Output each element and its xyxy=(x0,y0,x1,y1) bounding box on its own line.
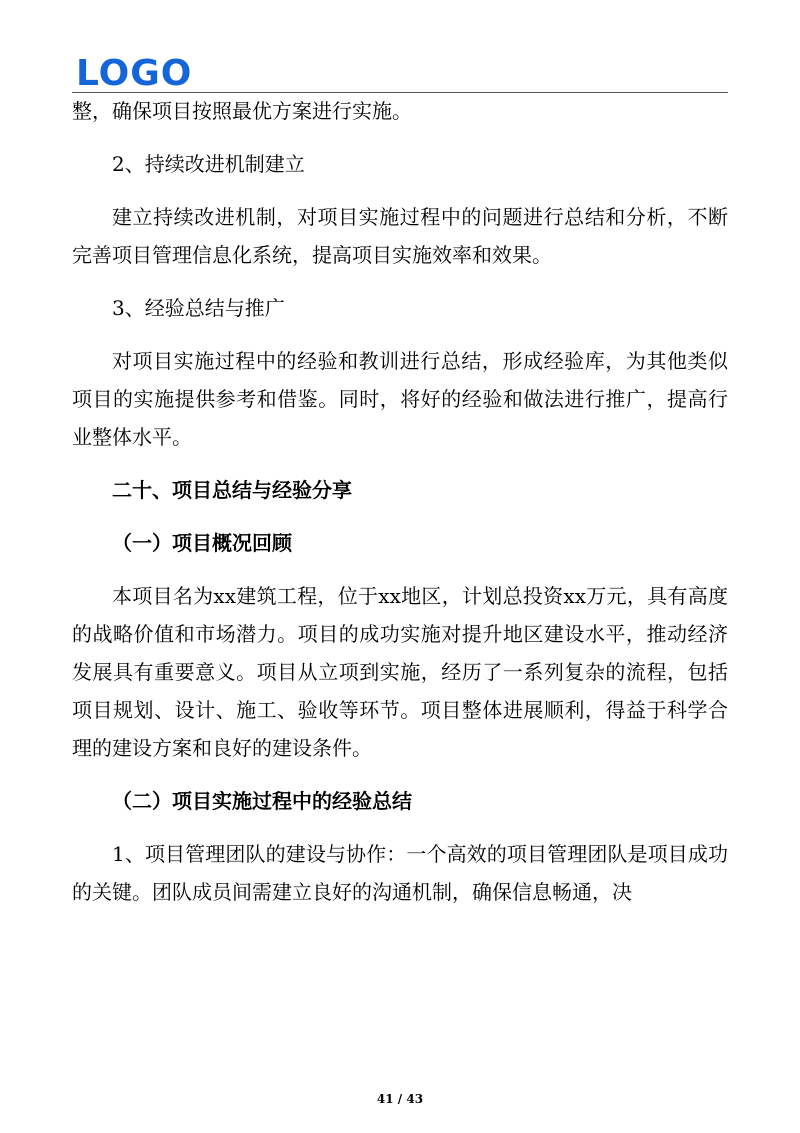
page-number: 41 / 43 xyxy=(376,1092,424,1106)
document-body xyxy=(72,92,728,911)
subheading-experience-summary: 3、经验总结与推广 xyxy=(112,296,285,320)
logo: LOGO xyxy=(76,53,193,94)
paragraph-project-overview: 本项目名为xx建筑工程，位于xx地区，计划总投资xx万元，具有高度的战略价值和市场潜力。项目的成功实施对提升地区建设水平，推动经济发展具有重要意义。项目从立项到实施，经历了一系列复杂的流程，包括项目规划、设计、施工、验收等环节。项目整体进展顺利，得益于科学合理的建设方案和良好的建设条件。 xyxy=(72,584,728,760)
paragraph-continuous-improvement: 建立持续改进机制，对项目实施过程中的问题进行总结和分析，不断完善项目管理信息化系统，提高项目实施效率和效果。 xyxy=(72,205,728,267)
subsection-heading-experience: （二）项目实施过程中的经验总结 xyxy=(112,789,412,813)
paragraph-continuation: 整，确保项目按照最优方案进行实施。 xyxy=(72,99,412,123)
subsection-heading-overview: （一）项目概况回顾 xyxy=(112,531,292,555)
section-heading-project-summary: 二十、项目总结与经验分享 xyxy=(112,478,352,502)
paragraph-experience-summary: 对项目实施过程中的经验和教训进行总结，形成经验库，为其他类似项目的实施提供参考和借鉴。同时，将好的经验和做法进行推广，提高行业整体水平。 xyxy=(72,349,728,449)
subheading-continuous-improvement: 2、持续改进机制建立 xyxy=(112,152,305,176)
paragraph-team-building: 1、项目管理团队的建设与协作：一个高效的项目管理团队是项目成功的关键。团队成员间需建立良好的沟通机制，确保信息畅通，决 xyxy=(72,842,728,904)
